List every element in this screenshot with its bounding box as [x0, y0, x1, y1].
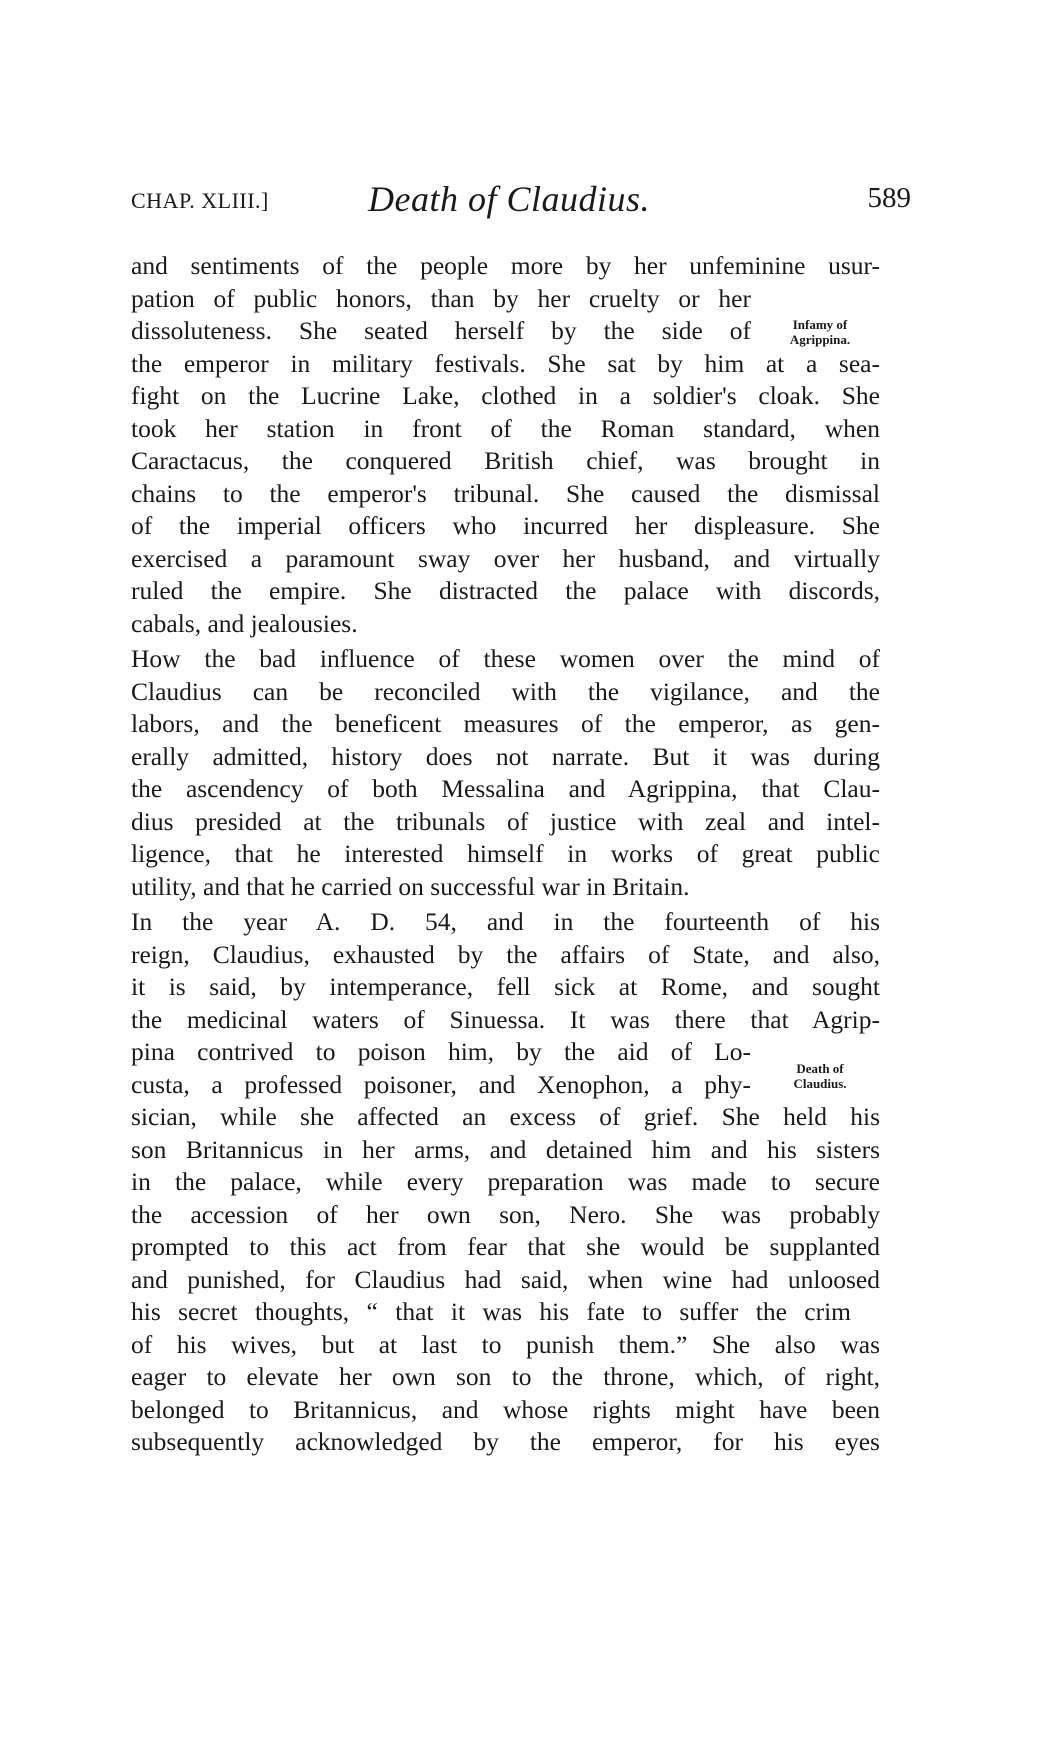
margin-note-line: Agrippina.: [789, 332, 851, 347]
text-line: eager to elevate her own son to the throne, which, of right,: [131, 1362, 880, 1391]
text-line: cabals, and jealousies.: [131, 609, 358, 638]
margin-note-death: [755, 1061, 885, 1091]
text-line: Caractacus, the conquered British chief, was brought in: [131, 446, 880, 475]
text-line: the emperor in military festivals. She sat by him at a sea-: [131, 349, 880, 378]
text-line: dius presided at the tribunals of justice with zeal and intel-: [131, 807, 880, 836]
text-line: custa, a professed poisoner, and Xenophon, a phy-: [131, 1070, 751, 1099]
text-line: erally admitted, history does not narrate. But it was during: [131, 742, 880, 771]
margin-note-line: Claudius.: [793, 1076, 847, 1091]
text-line: ligence, that he interested himself in works of great public: [131, 839, 880, 868]
text-line: the medicinal waters of Sinuessa. It was there that Agrip-: [131, 1005, 880, 1034]
text-line: and punished, for Claudius had said, when wine had unloosed: [131, 1265, 880, 1294]
text-line: prompted to this act from fear that she would be supplanted: [131, 1232, 880, 1261]
text-line: chains to the emperor's tribunal. She caused the dismissal: [131, 479, 880, 508]
text-line: subsequently acknowledged by the emperor, for his eyes: [131, 1427, 880, 1456]
margin-note-line: Infamy of: [792, 317, 848, 332]
text-line: in the palace, while every preparation was made to secure: [131, 1167, 880, 1196]
text-line: labors, and the beneficent measures of the emperor, as gen-: [131, 709, 880, 738]
text-line: the ascendency of both Messalina and Agrippina, that Clau-: [131, 774, 880, 803]
text-line: it is said, by intemperance, fell sick at Rome, and sought: [131, 972, 880, 1001]
text-line: How the bad influence of these women over the mind of: [131, 644, 880, 673]
text-line: belonged to Britannicus, and whose rights might have been: [131, 1395, 880, 1424]
text-line: dissoluteness. She seated herself by the side of: [131, 316, 751, 345]
chapter-label: CHAP. XLIII.]: [131, 188, 269, 213]
text-line: and sentiments of the people more by her unfeminine usur-: [131, 251, 880, 280]
text-line: the accession of her own son, Nero. She was probably: [131, 1200, 880, 1229]
page-number: 589: [867, 182, 911, 214]
text-line: exercised a paramount sway over her husband, and virtually: [131, 544, 880, 573]
text-line: pation of public honors, than by her cruelty or her: [131, 284, 751, 313]
text-line: sician, while she affected an excess of grief. She held his: [131, 1102, 880, 1131]
text-line: fight on the Lucrine Lake, clothed in a soldier's cloak. She: [131, 381, 880, 410]
running-header: [131, 178, 911, 222]
text-line: ruled the empire. She distracted the palace with discords,: [131, 576, 880, 605]
margin-note-line: Death of: [796, 1061, 844, 1076]
page-title: Death of Claudius.: [368, 179, 651, 219]
text-line: Claudius can be reconciled with the vigilance, and the: [131, 677, 880, 706]
text-line: took her station in front of the Roman standard, when: [131, 414, 880, 443]
text-line: of his wives, but at last to punish them.” She also was: [131, 1330, 880, 1359]
margin-note-infamy: [755, 317, 885, 347]
text-line: his secret thoughts, “ that it was his fate to suffer the crim: [131, 1297, 851, 1326]
text-line: In the year A. D. 54, and in the fourteenth of his: [131, 907, 880, 936]
text-line: reign, Claudius, exhausted by the affairs of State, and also,: [131, 940, 880, 969]
text-line: of the imperial officers who incurred her displeasure. She: [131, 511, 880, 540]
text-line: pina contrived to poison him, by the aid of Lo-: [131, 1037, 751, 1066]
text-line: son Britannicus in her arms, and detained him and his sisters: [131, 1135, 880, 1164]
text-line: utility, and that he carried on successful war in Britain.: [131, 872, 690, 901]
